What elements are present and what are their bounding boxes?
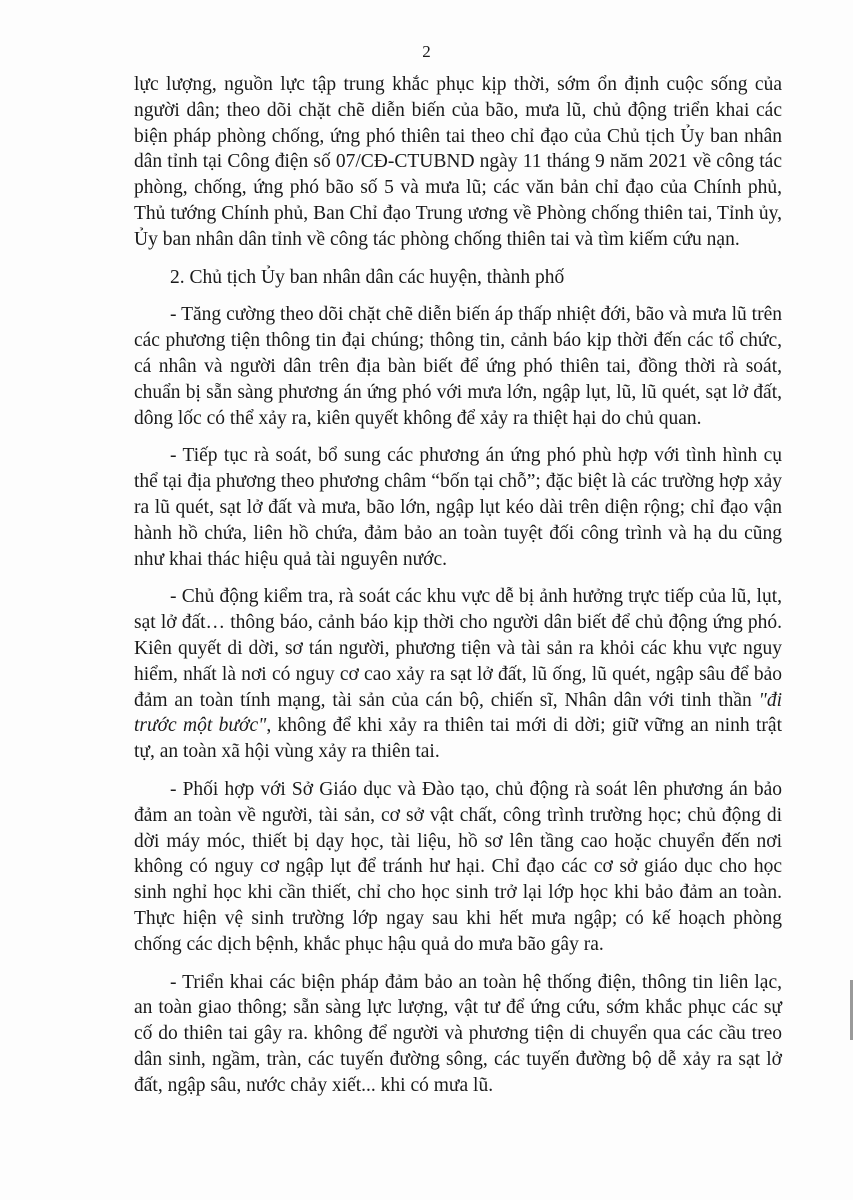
page-number: 2 bbox=[422, 42, 431, 61]
paragraph-education: - Phối hợp với Sở Giáo dục và Đào tạo, chủ động rà soát lên phương án bảo đảm an toàn về người, tài sản, cơ sở vật chất, công trình trường học; chủ động di dời máy móc, thiết bị dạy học, tài liệu, hồ sơ lên tầng cao hoặc chuyển đến nơi không có nguy cơ ngập lụt để tránh hư hại. Chỉ đạo các cơ sở giáo dục cho học sinh nghỉ học khi cần thiết, chỉ cho học sinh trở lại lớp học khi bảo đảm an toàn. Thực hiện vệ sinh trường lớp ngay sau khi hết mưa ngập; có kế hoạch phòng chống các dịch bệnh, khắc phục hậu quả do mưa bão gây ra. bbox=[134, 778, 782, 955]
evacuation-text-start: - Chủ động kiểm tra, rà soát các khu vực dễ bị ảnh hưởng trực tiếp của lũ, lụt, sạt lở đất… thông báo, cảnh báo kịp thời cho người dân biết để chủ động ứng phó. Kiên quyết di dời, sơ tán người, phương tiện và tài sản ra khỏi các khu vực nguy hiểm, nhất là nơi có nguy cơ cao xảy ra sạt lở đất, lũ ống, lũ quét, ngập sâu để bảo đảm an toàn tính mạng, tài sản của cán bộ, chiến sĩ, Nhân dân với tinh thần bbox=[134, 586, 782, 711]
paragraph-continued: lực lượng, nguồn lực tập trung khắc phục kịp thời, sớm ổn định cuộc sống của người dân; theo dõi chặt chẽ diễn biến của bão, mưa lũ, chủ động triển khai các biện pháp phòng chống, ứng phó thiên tai theo chỉ đạo của Chủ tịch Ủy ban nhân dân tỉnh tại Công điện số 07/CĐ-CTUBND ngày 11 tháng 9 năm 2021 về công tác phòng, chống, ứng phó bão số 5 và mưa lũ; các văn bản chỉ đạo của Chính phủ, Thủ tướng Chính phủ, Ban Chỉ đạo Trung ương về Phòng chống thiên tai, Tỉnh ủy, Ủy ban nhân dân tỉnh về công tác phòng chống thiên tai và tìm kiếm cứu nạn. bbox=[134, 74, 782, 250]
paragraph-monitoring: - Tăng cường theo dõi chặt chẽ diễn biến áp thấp nhiệt đới, bão và mưa lũ trên các phương tiện thông tin đại chúng; thông tin, cảnh báo kịp thời đến các tổ chức, cá nhân và người dân trên địa bàn biết để ứng phó thiên tai, đồng thời rà soát, chuẩn bị sẵn sàng phương án ứng phó với mưa lớn, ngập lụt, lũ, lũ quét, sạt lở đất, dông lốc có thể xảy ra, kiên quyết không để xảy ra thiệt hại do chủ quan. bbox=[134, 304, 782, 429]
paragraph-infrastructure: - Triển khai các biện pháp đảm bảo an toàn hệ thống điện, thông tin liên lạc, an toàn giao thông; sẵn sàng lực lượng, vật tư để ứng cứu, sớm khắc phục các sự cố do thiên tai gây ra. không để người và phương tiện di chuyển qua các cầu treo dân sinh, ngầm, tràn, các tuyến đường sông, các tuyến đường bộ dễ xảy ra sạt lở đất, ngập sâu, nước chảy xiết... khi có mưa lũ. bbox=[134, 971, 782, 1096]
paragraph-evacuation bbox=[134, 584, 782, 765]
evacuation-motto: "đi trước một bước" bbox=[134, 689, 782, 737]
paragraph-response-plans: - Tiếp tục rà soát, bổ sung các phương án ứng phó phù hợp với tình hình cụ thể tại địa phương theo phương châm “bốn tại chỗ”; đặc biệt là các trường hợp xảy ra lũ quét, sạt lở đất và mưa, bão lớn, ngập lụt kéo dài trên diện rộng; chỉ đạo vận hành hồ chứa, liên hồ chứa, đảm bảo an toàn tuyệt đối công trình và hạ du cũng như khai thác hiệu quả tài nguyên nước. bbox=[134, 445, 782, 570]
section-heading: 2. Chủ tịch Ủy ban nhân dân các huyện, thành phố bbox=[170, 266, 565, 288]
evacuation-text-end: , không để khi xảy ra thiên tai mới di dời; giữ vững an ninh trật tự, an toàn xã hội vùng xảy ra thiên tai. bbox=[134, 715, 782, 763]
document-body bbox=[134, 72, 782, 1110]
